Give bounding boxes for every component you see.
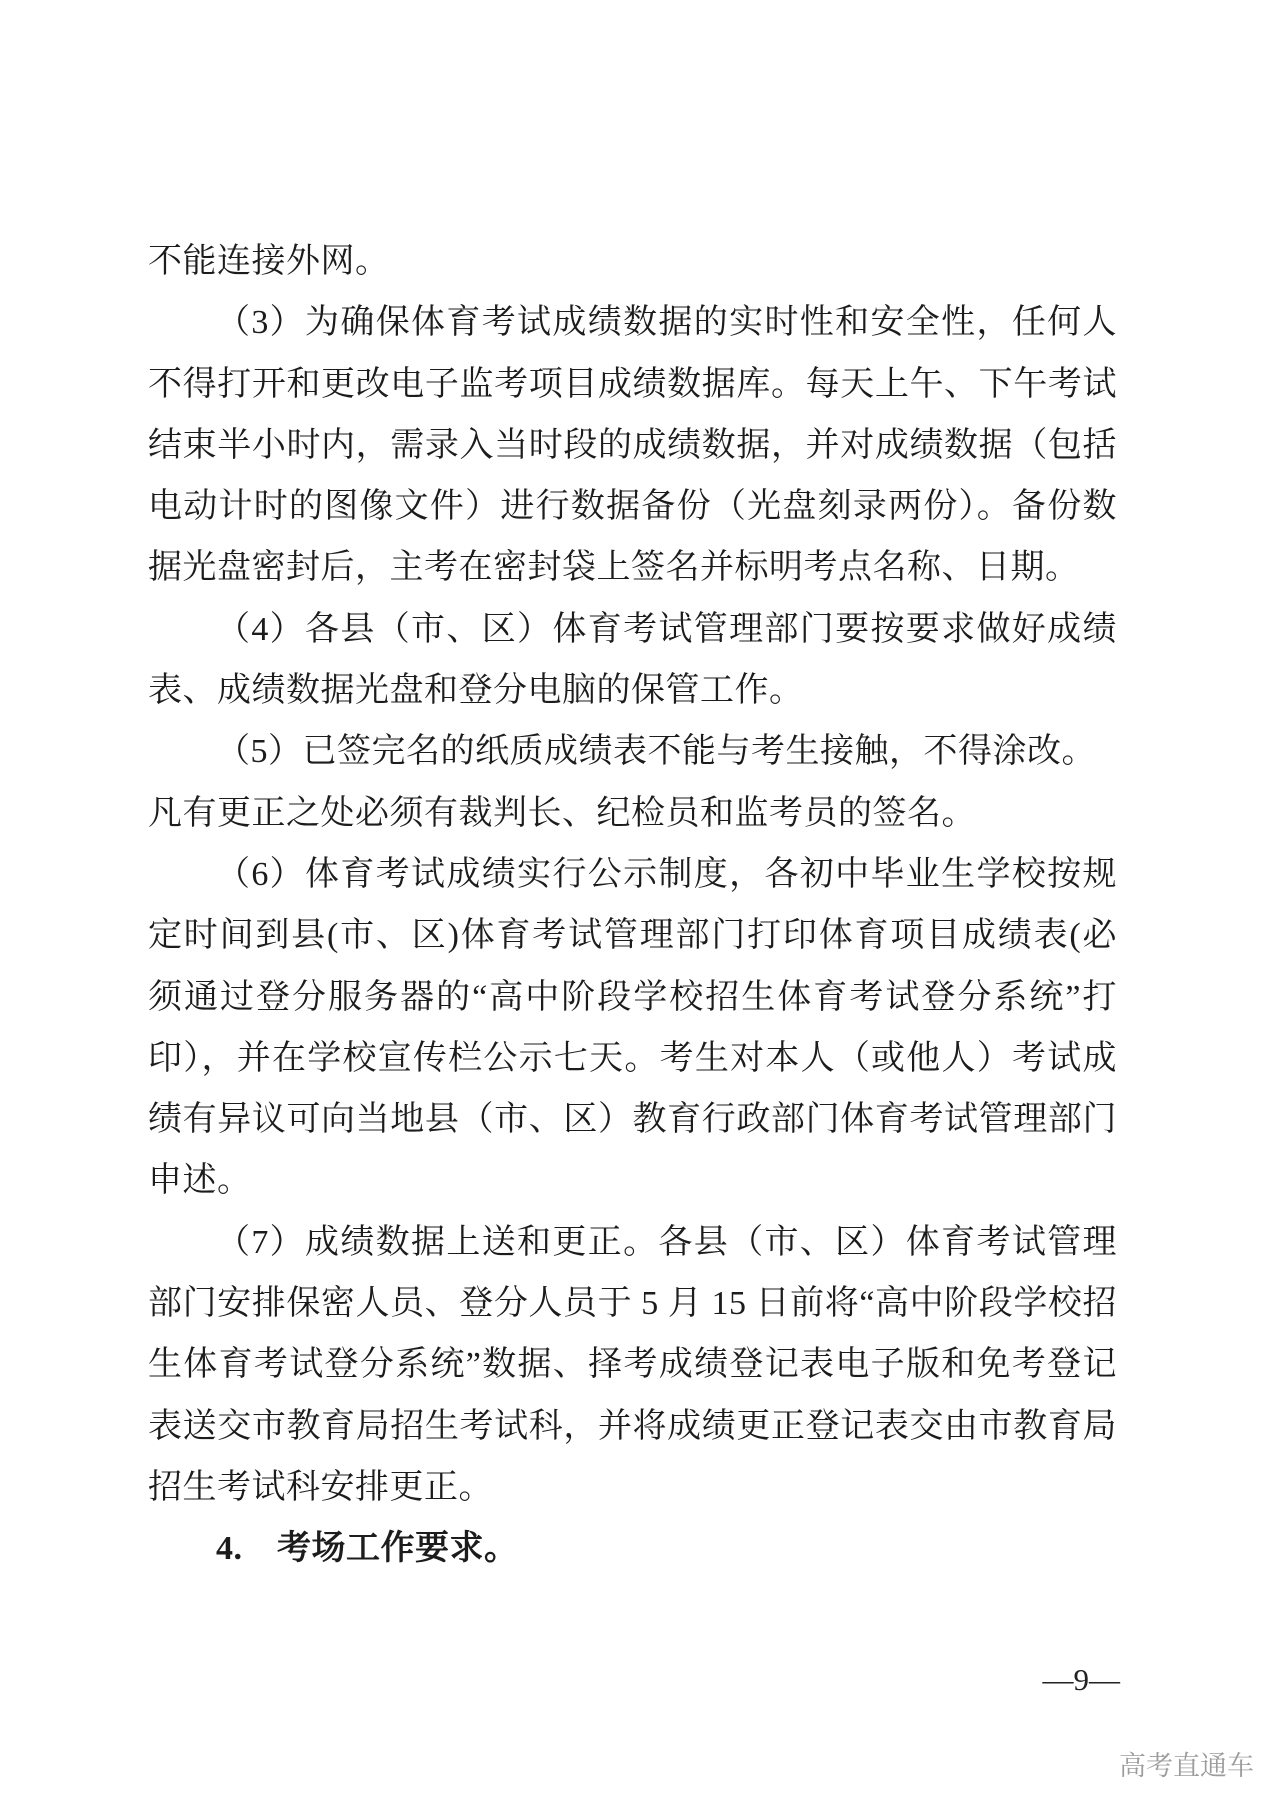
body-line: 须通过登分服务器的“高中阶段学校招生体育考试登分系统”打: [148, 978, 1117, 1016]
body-line: 定时间到县(市、区)体育考试管理部门打印体育项目成绩表(必: [148, 917, 1117, 955]
document-body: [148, 231, 1117, 1580]
body-line: 电动计时的图像文件）进行数据备份（光盘刻录两份）。备份数: [148, 488, 1117, 526]
watermark-gaokao-zhitongche: 高考直通车: [1119, 1751, 1254, 1781]
body-line: 招生考试科安排更正。: [148, 1468, 493, 1506]
body-line: 据光盘密封后，主考在密封袋上签名并标明考点名称、日期。: [148, 549, 1080, 587]
body-line: （6）体育考试成绩实行公示制度，各初中毕业生学校按规: [216, 855, 1117, 893]
body-line: 部门安排保密人员、登分人员于 5 月 15 日前将“高中阶段学校招: [148, 1285, 1117, 1323]
body-line: （5）已签完名的纸质成绩表不能与考生接触，不得涂改。: [216, 733, 1096, 771]
body-line: 结束半小时内，需录入当时段的成绩数据，并对成绩数据（包括: [148, 426, 1117, 464]
body-line: 印），并在学校宣传栏公示七天。考生对本人（或他人）考试成: [148, 1039, 1117, 1077]
body-line: 申述。: [148, 1162, 252, 1200]
body-line: 凡有更正之处必须有裁判长、纪检员和监考员的签名。: [148, 794, 976, 832]
page-number: —9—: [1042, 1662, 1120, 1697]
section-heading-4: 4. 考场工作要求。: [216, 1530, 519, 1568]
body-line: 不得打开和更改电子监考项目成绩数据库。每天上午、下午考试: [148, 365, 1117, 403]
body-line: 绩有异议可向当地县（市、区）教育行政部门体育考试管理部门: [148, 1101, 1117, 1139]
body-line: 不能连接外网。: [148, 243, 390, 280]
body-line: 表送交市教育局招生考试科，并将成绩更正登记表交由市教育局: [148, 1407, 1117, 1445]
body-line: 生体育考试登分系统”数据、择考成绩登记表电子版和免考登记: [148, 1346, 1117, 1384]
body-line: （4）各县（市、区）体育考试管理部门要按要求做好成绩: [216, 610, 1117, 648]
body-line: 表、成绩数据光盘和登分电脑的保管工作。: [148, 672, 804, 710]
body-line: （3）为确保体育考试成绩数据的实时性和安全性，任何人: [216, 304, 1117, 342]
body-line: （7）成绩数据上送和更正。各县（市、区）体育考试管理: [216, 1223, 1117, 1261]
